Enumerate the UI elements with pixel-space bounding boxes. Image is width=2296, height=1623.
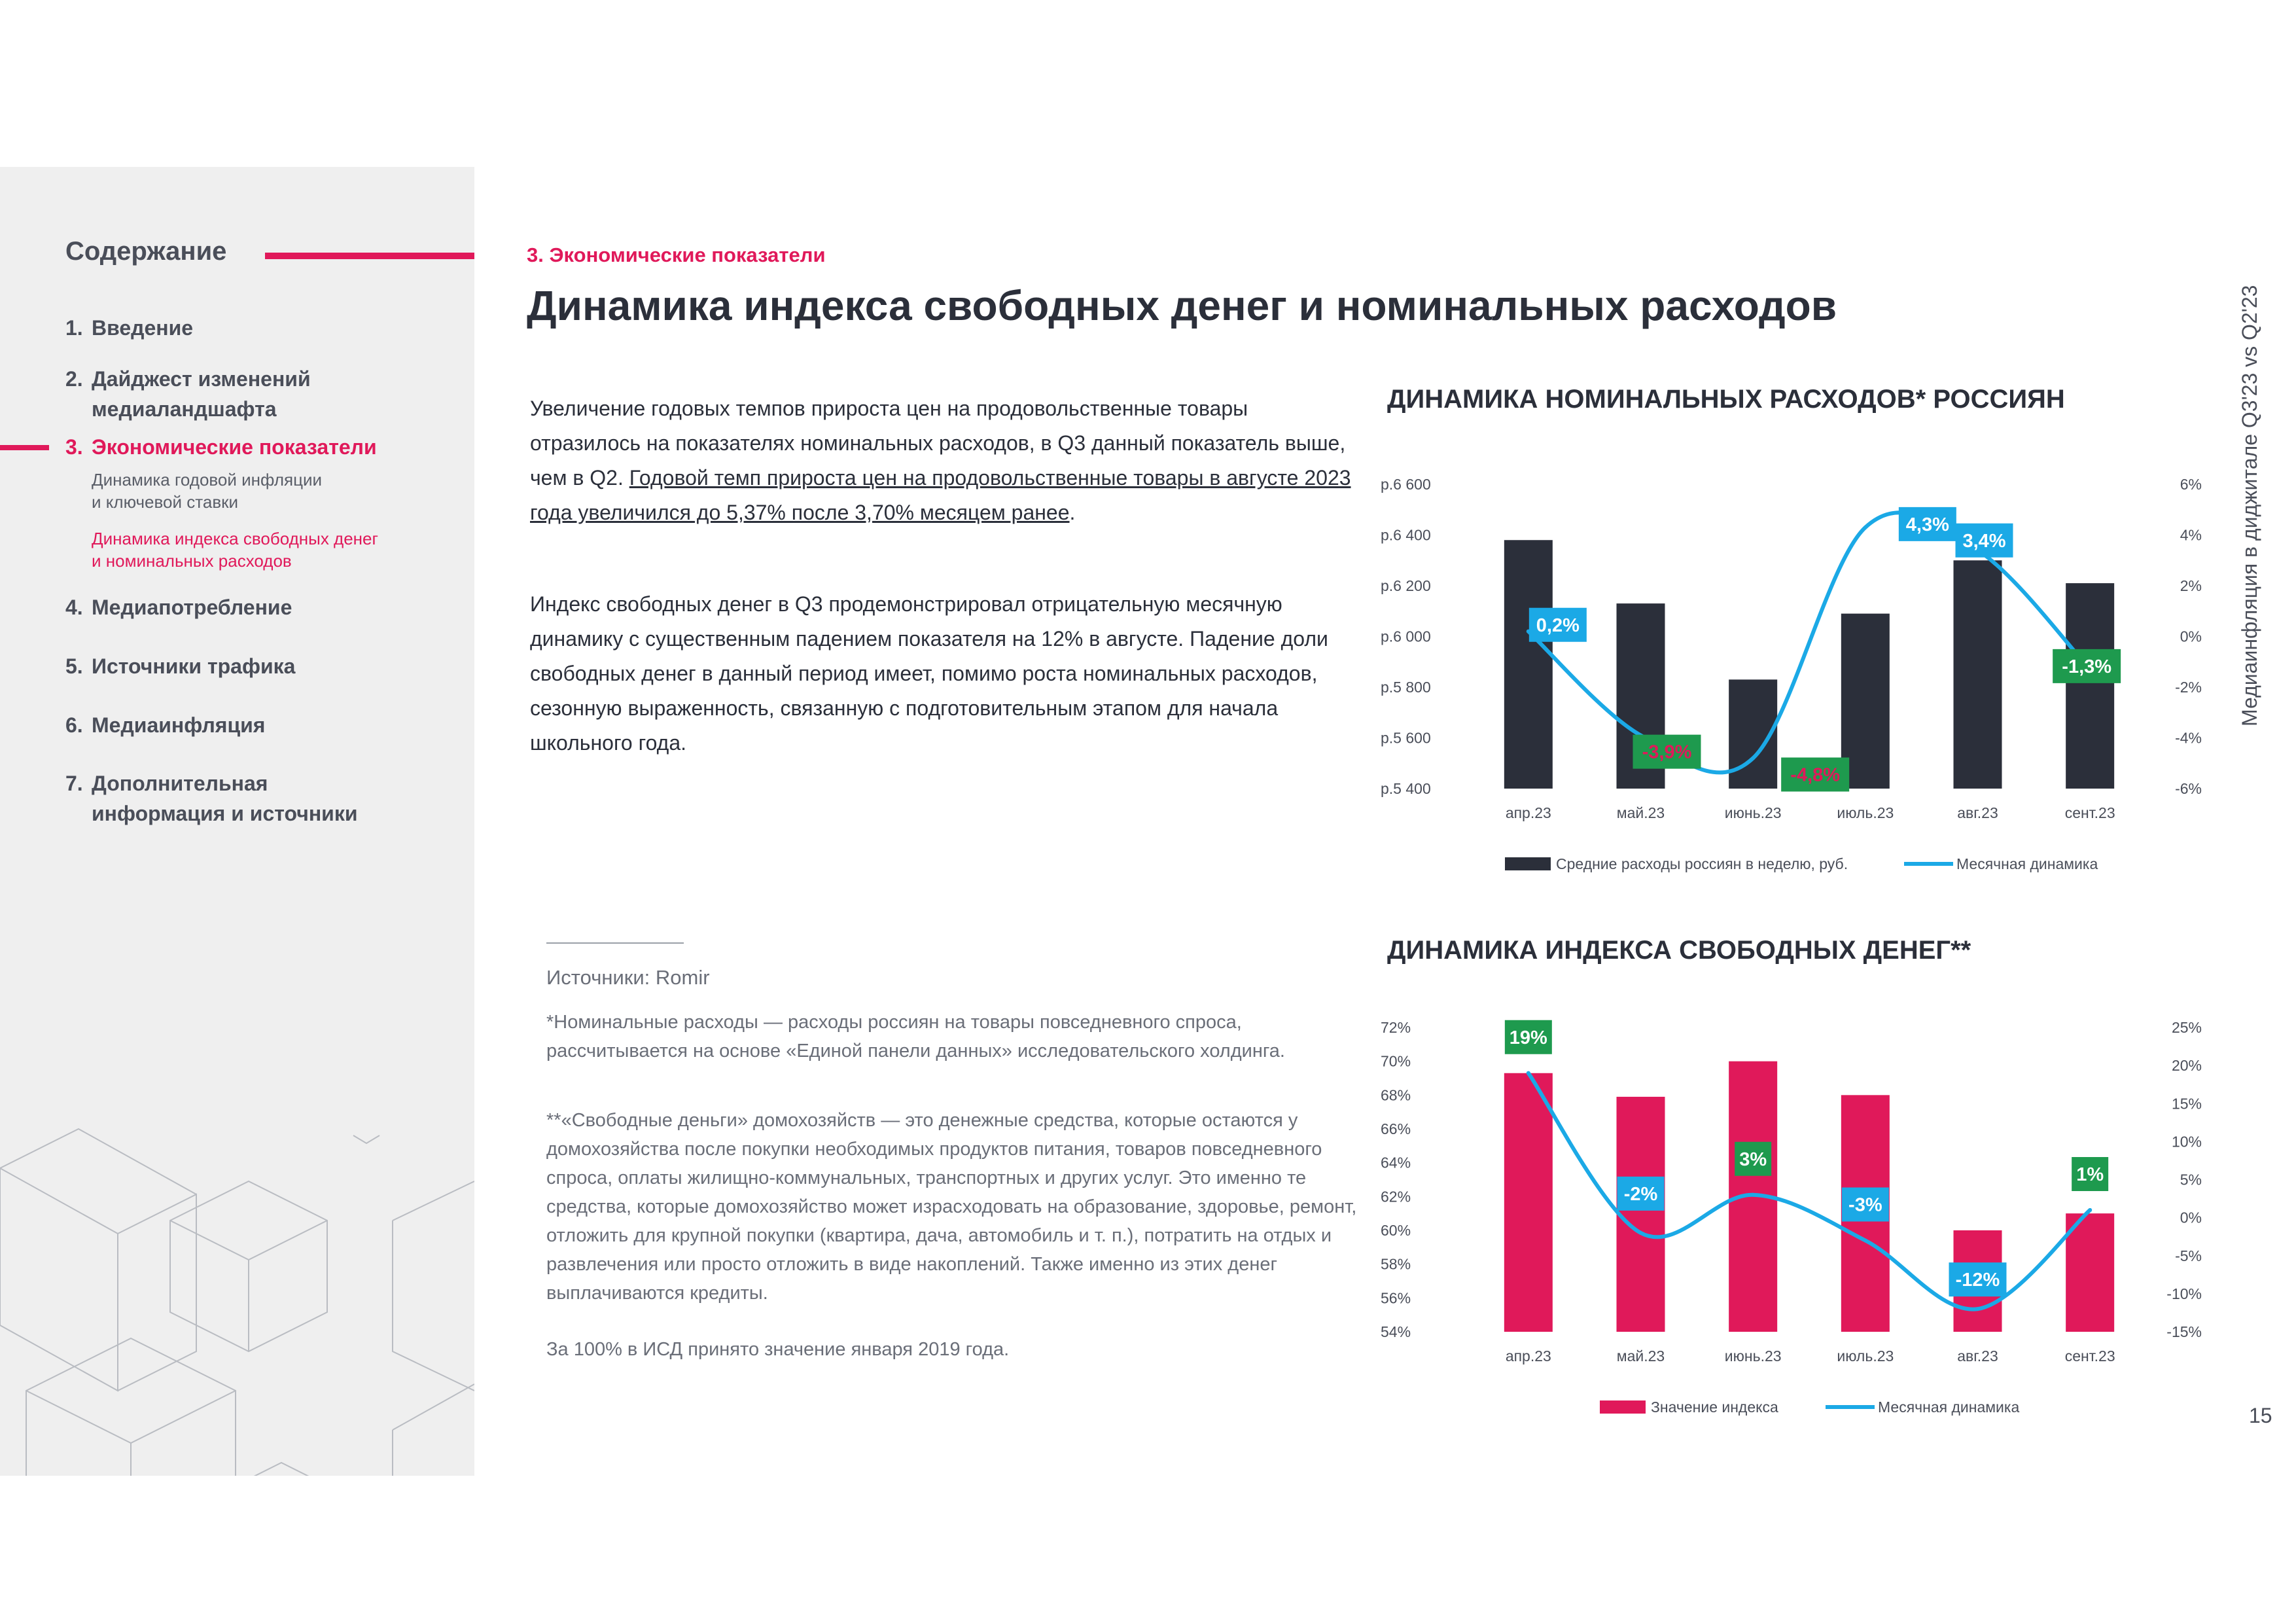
line-point <box>2088 1208 2092 1212</box>
toc-item-label: Медиаинфляция <box>92 713 266 737</box>
y-right-tick-label: -4% <box>2175 729 2202 747</box>
y-right-tick-label: -6% <box>2175 780 2202 797</box>
x-tick-label: июль.23 <box>1837 804 1894 821</box>
y-right-tick-label: 15% <box>2171 1095 2202 1113</box>
y-left-tick-label: 72% <box>1381 1019 1411 1036</box>
toc-item-label: Источники трафика <box>92 654 296 678</box>
bar <box>2066 583 2114 789</box>
y-right-tick-label: 6% <box>2180 476 2202 493</box>
page-number: 15 <box>2249 1404 2272 1427</box>
toc-subitem-inflation[interactable]: Динамика годовой инфляции и ключевой ставки <box>92 470 323 512</box>
data-label: 3,4% <box>1962 530 2006 552</box>
y-left-tick-label: р.5 600 <box>1381 729 1431 747</box>
y-left-tick-label: р.6 600 <box>1381 476 1431 493</box>
x-tick-label: июль.23 <box>1837 1347 1894 1364</box>
chart1-title: ДИНАМИКА НОМИНАЛЬНЫХ РАСХОДОВ* РОССИЯН <box>1387 385 2065 414</box>
data-label: -2% <box>1623 1183 1658 1205</box>
bar <box>2066 1213 2114 1332</box>
y-right-tick-label: -10% <box>2166 1285 2202 1302</box>
x-tick-label: май.23 <box>1616 1347 1665 1364</box>
x-tick-label: авг.23 <box>1957 804 1998 821</box>
y-left-tick-label: р.5 800 <box>1381 679 1431 696</box>
toc-title-rule <box>265 253 474 259</box>
y-left-tick-label: 62% <box>1381 1188 1411 1205</box>
toc-item-traffic[interactable]: 5. Источники трафика <box>65 651 295 681</box>
toc-item-economics[interactable]: 3. Экономические показатели <box>65 432 377 462</box>
x-tick-label: сент.23 <box>2064 804 2115 821</box>
y-right-tick-label: 5% <box>2180 1171 2202 1188</box>
y-right-tick-label: 10% <box>2171 1133 2202 1150</box>
line-point <box>1863 1239 1867 1243</box>
line-point <box>1751 757 1755 760</box>
section-label: 3. Экономические показатели <box>527 243 826 266</box>
y-right-tick-label: -2% <box>2175 679 2202 696</box>
x-tick-label: апр.23 <box>1505 1347 1551 1364</box>
data-label: -1,3% <box>2062 656 2112 677</box>
nominal-spending-chart <box>1374 458 2212 877</box>
x-tick-label: май.23 <box>1616 804 1665 821</box>
toc-item-media-inflation[interactable]: 6. Медиаинфляция <box>65 710 265 740</box>
legend-line-label: Месячная динамика <box>1956 855 2098 872</box>
chart2-title: ДИНАМИКА ИНДЕКСА СВОБОДНЫХ ДЕНЕГ** <box>1387 936 1971 965</box>
toc-item-intro[interactable]: 1. Введение <box>65 313 193 343</box>
toc-active-indicator <box>0 445 49 450</box>
y-right-tick-label: 20% <box>2171 1057 2202 1075</box>
data-label: 0,2% <box>1536 615 1580 636</box>
x-tick-label: апр.23 <box>1505 804 1551 821</box>
paragraph-nominal-spending: Увеличение годовых темпов прироста цен на продовольственные товары отразилось на показателях номинальных расходов, в Q3 данный показатель выше, чем в Q2. Годовой темп прироста цен на продовольственные товары в августе 2023 года увеличился до 5,37% после 3,70% месяцем ранее. <box>530 397 1351 524</box>
footnote-free-money: **«Свободные деньги» домохозяйств — это денежные средства, которые остаются у домохозяйства после покупки необходимых продуктов питания, товаров повседневного спроса, оплаты жилищно-коммунальных, транспортных и других услуг. Это именно те средства, которые домохозяйство может израсходовать на образование, здоровье, ремонт, отложить для крупной покупки (квартира, дача, автомобиль и т. п.), потратить на отдых и развлечения или просто отложить в виде накоплений. Также именно из этих денег выплачиваются кредиты. <box>546 1110 1357 1304</box>
x-tick-label: июнь.23 <box>1724 804 1782 821</box>
line-point <box>1527 1071 1530 1075</box>
y-left-tick-label: 64% <box>1381 1154 1411 1171</box>
toc-item-label: Дайджест изменений медиаландшафта <box>92 367 311 421</box>
sources-divider <box>546 942 684 944</box>
toc-item-label: Медиапотребление <box>92 596 292 619</box>
line-point <box>1863 526 1867 529</box>
y-right-tick-label: -15% <box>2166 1323 2202 1340</box>
y-right-tick-label: 2% <box>2180 577 2202 594</box>
toc-subitem-free-money[interactable]: Динамика индекса свободных денег и номинальных расходов <box>92 529 378 571</box>
x-tick-label: июнь.23 <box>1724 1347 1782 1364</box>
toc-item-label: Дополнительная информация и источники <box>92 772 358 825</box>
footnote-nominal: *Номинальные расходы — расходы россиян на товары повседневного спроса, рассчитывается на основе «Единой панели данных» исследовательского холдинга. <box>546 1012 1285 1061</box>
x-tick-label: сент.23 <box>2064 1347 2115 1364</box>
legend-bar-swatch <box>1505 857 1551 870</box>
bar <box>1504 540 1553 789</box>
underlined-highlight: Годовой темп прироста цен на продовольственные товары в августе 2023 года увеличился до 5,37% после 3,70% месяцем ранее <box>530 466 1351 524</box>
legend-bar-label: Значение индекса <box>1651 1399 1778 1416</box>
paragraph-free-money-index: Индекс свободных денег в Q3 продемонстрировал отрицательную месячную динамику с существенным падением показателя на 12% в августе. Падение доли свободных денег в данный период имеет, помимо роста номинальных расходов, сезонную выраженность, связанную с подготовительным этапом для начала школьного года. <box>530 592 1328 755</box>
toc-item-media-consumption[interactable]: 4. Медиапотребление <box>65 592 292 622</box>
y-right-tick-label: 0% <box>2180 1209 2202 1226</box>
data-label: 4,3% <box>1905 514 1949 535</box>
data-label: -4,8% <box>1790 764 1841 786</box>
toc-item-label: Введение <box>92 316 194 340</box>
page-title: Динамика индекса свободных денег и номинальных расходов <box>527 282 1837 329</box>
y-right-tick-label: 25% <box>2171 1019 2202 1036</box>
bar <box>1617 1097 1665 1332</box>
y-left-tick-label: 56% <box>1381 1289 1411 1307</box>
y-left-tick-label: р.6 200 <box>1381 577 1431 594</box>
line-point <box>1751 1193 1755 1197</box>
line-point <box>1976 1307 1980 1311</box>
toc-item-additional[interactable]: 7. Дополнительная информация и источники <box>65 768 358 829</box>
data-label: -3,9% <box>1642 741 1692 763</box>
toc-item-digest[interactable]: 2. Дайджест изменений медиаландшафта <box>65 364 311 424</box>
toc-item-label: Экономические показатели <box>92 435 377 459</box>
x-tick-label: авг.23 <box>1957 1347 1998 1364</box>
data-label: -3% <box>1848 1194 1882 1216</box>
data-label: 19% <box>1509 1027 1547 1048</box>
y-right-tick-label: 4% <box>2180 526 2202 544</box>
legend-line-label: Месячная динамика <box>1878 1399 2020 1416</box>
y-left-tick-label: р.6 400 <box>1381 526 1431 544</box>
y-left-tick-label: 54% <box>1381 1323 1411 1340</box>
footnote-base: За 100% в ИСД принято значение января 2019 года. <box>546 1339 1010 1360</box>
data-label: -12% <box>1955 1270 2000 1291</box>
y-left-tick-label: 70% <box>1381 1052 1411 1070</box>
y-right-tick-label: -5% <box>2175 1247 2202 1264</box>
data-label: 1% <box>2076 1164 2104 1185</box>
line-point <box>1639 1231 1643 1235</box>
legend-bar-label: Средние расходы россиян в неделю, руб. <box>1556 855 1848 872</box>
free-money-index-chart <box>1374 1001 2212 1420</box>
y-left-tick-label: 58% <box>1381 1255 1411 1273</box>
legend-bar-swatch <box>1600 1400 1646 1414</box>
decorative-cubes <box>0 1116 474 1476</box>
y-left-tick-label: 68% <box>1381 1086 1411 1104</box>
y-left-tick-label: р.5 400 <box>1381 780 1431 797</box>
bar <box>1954 560 2002 789</box>
bar <box>1504 1073 1553 1332</box>
side-caption: Медиаинфляция в диджитале Q3'23 vs Q2'23 <box>2238 285 2261 726</box>
y-right-tick-label: 0% <box>2180 628 2202 645</box>
data-label: 3% <box>1739 1149 1767 1170</box>
toc-title: Содержание <box>65 237 227 266</box>
y-left-tick-label: 66% <box>1381 1120 1411 1137</box>
sources-label: Источники: Romir <box>546 966 710 989</box>
y-left-tick-label: р.6 000 <box>1381 628 1431 645</box>
y-left-tick-label: 60% <box>1381 1222 1411 1239</box>
